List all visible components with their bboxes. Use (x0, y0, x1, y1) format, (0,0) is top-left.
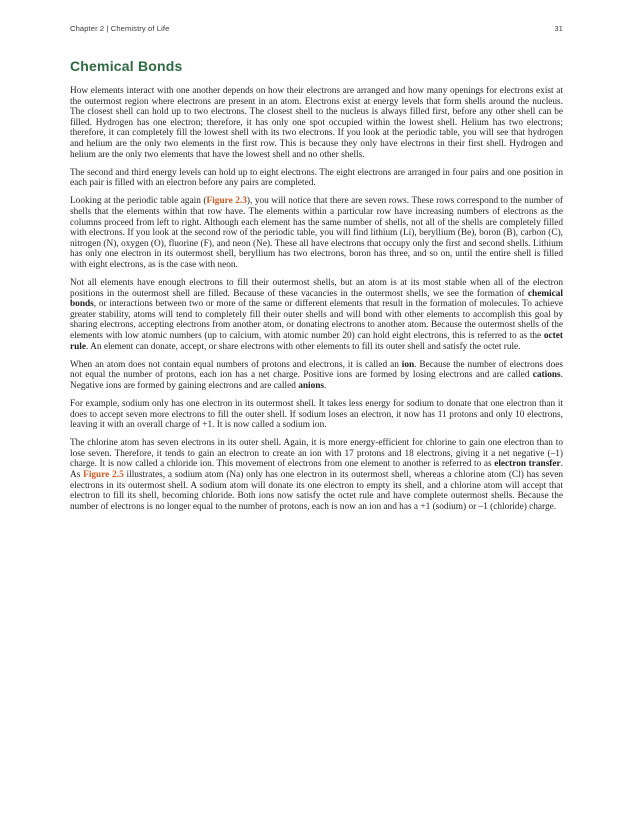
paragraph-text: , or interactions between two or more of the same or different elements that result in the formation of molecules. To achieve greater stability, atoms will tend to completely fill their outer shells and will bond with other elements to accomplish this goal by sharing electrons, accepting electrons from another atom, or donating electrons to another atom. Because the outermost shells of the elements with low atomic numbers (up to calcium, with atomic number 20) can hold eight electrons, this is referred to as the (70, 299, 563, 341)
paragraph-text: . Negative ions are formed by gaining electrons and are called (70, 370, 563, 391)
key-term: electron transfer (494, 459, 561, 470)
paragraph-text: The second and third energy levels can hold up to eight electrons. The eight electrons are arranged in four pairs and one position in each pair is filled with an electron before any pairs are completed. (70, 167, 563, 189)
key-term: ion (401, 359, 415, 370)
key-term: cations (532, 370, 561, 381)
paragraph (70, 360, 563, 392)
paragraph (70, 278, 563, 352)
paragraph (70, 196, 563, 270)
paragraph-text: illustrates, a sodium atom (Na) only has one electron in its outermost shell, whereas a chlorine atom (Cl) has seven electrons in its outermost shell. A sodium atom will donate its one electron to empty its shell, and a chlorine atom will accept that electron to fill its shell, becoming chloride. Both ions now satisfy the octet rule and have complete outermost shells. Because the number of electrons is no longer equal to the number of protons, each is now an ion and has a +1 (sodium) or –1 (chloride) charge. (70, 470, 563, 512)
paragraph-text: . Because the number of electrons does not equal the number of protons, each ion has a net charge. Positive ions are formed by losing electrons and are called (70, 359, 563, 381)
paragraph-text: For example, sodium only has one electron in its outermost shell. It takes less energy for sodium to donate that one electron than it does to accept seven more electrons to fill the outer shell. If sodium loses an electron, it now has 11 protons and only 10 electrons, leaving it with an overall charge of +1. It is now called a sodium ion. (70, 398, 563, 431)
paragraph (70, 86, 563, 160)
running-header (70, 24, 563, 33)
paragraph-text: Not all elements have enough electrons to fill their outermost shells, but an atom is at its most stable when all of the electron positions in the outermost shell are filled. Because of these vacancies in the outermost shells, we see the formation of (70, 278, 563, 299)
paragraph-text: . An element can donate, accept, or share electrons with other elements to fill its outer shell and satisfy the octet rule. (86, 341, 521, 352)
body-paragraphs (70, 86, 563, 512)
key-term: octet rule (70, 330, 563, 352)
paragraph-text: How elements interact with one another depends on how their electrons are arranged and how many openings for electrons exist at the outermost region where electrons are present in an atom. Electrons exist at energy levels that form shells around the nucleus. The closest shell can hold up to two electrons. The closest shell to the nucleus is always filled first, before any other shell can be filled. Hydrogen has one electron; therefore, it has only one spot occupied within the lowest shell. Helium has two electrons; therefore, it can completely fill the lowest shell with its two electrons. If you look at the periodic table, you will see that hydrogen and helium are the only two elements in the first row. This is because they only have electrons in their first shell. Hydrogen and helium are the only two elements that have the lowest shell and no other shells. (70, 86, 563, 160)
paragraph (70, 399, 563, 431)
section-title: Chemical Bonds (70, 58, 183, 74)
paragraph-text: Looking at the periodic table again ( (70, 196, 207, 207)
paragraph-text: . (324, 380, 327, 391)
running-header-chapter-title: Chapter 2 | Chemistry of Life (70, 24, 170, 33)
paragraph-text: When an atom does not contain equal numbers of protons and electrons, it is called an (70, 359, 402, 370)
page-content (70, 58, 563, 520)
paragraph-text: The chlorine atom has seven electrons in its outer shell. Again, it is more energy-efficient for chlorine to gain one electron than to lose seven. Therefore, it tends to gain an electron to create an ion with 17 protons and 18 electrons, giving it a net negative (–1) charge. It is now called a chloride ion. This movement of electrons from one element to another is referred to as (70, 438, 563, 470)
figure-link[interactable]: Figure 2.5 (83, 470, 124, 480)
paragraph-text: . As (70, 459, 563, 480)
paragraph (70, 168, 563, 189)
figure-link[interactable]: Figure 2.3 (206, 196, 247, 207)
key-term: chemical bonds (70, 288, 563, 310)
paragraph (70, 438, 563, 512)
key-term: anions (298, 380, 325, 391)
page-number: 31 (554, 24, 563, 33)
paragraph-text: ), you will notice that there are seven rows. These rows correspond to the number of shells that the elements within that row have. The elements within a particular row have increasing numbers of electrons as the columns proceed from left to right. Although each element has the same number of shells, not all of the shells are completely filled with electrons. If you look at the second row of the periodic table, you will find lithium (Li), beryllium (Be), boron (B), carbon (C), nitrogen (N), oxygen (O), fluorine (F), and neon (Ne). These all have electrons that occupy only the first and second shells. Lithium has only one electron in its outermost shell, beryllium has two electrons, boron has three, and so on, until the entire shell is filled with eight electrons, as is the case with neon. (70, 196, 563, 270)
